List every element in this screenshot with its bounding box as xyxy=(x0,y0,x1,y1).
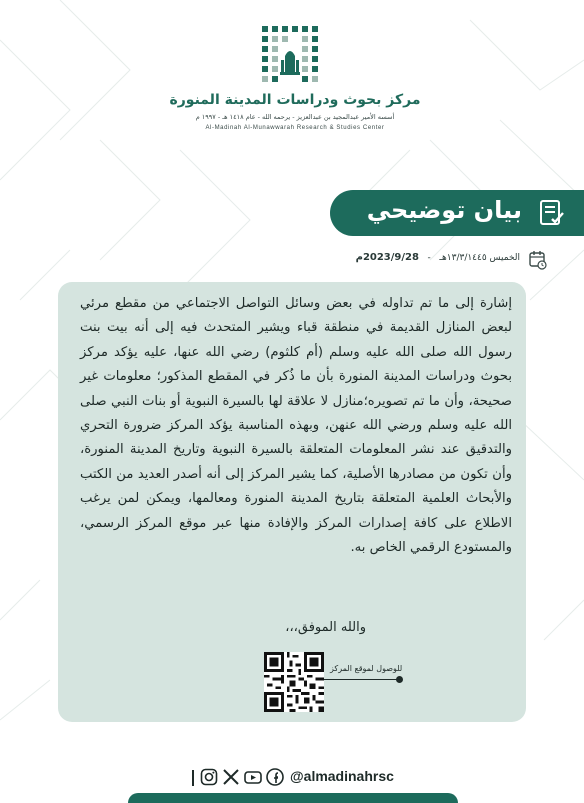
statement-closing: والله الموفق،،، xyxy=(285,620,366,635)
social-handle[interactable]: @almadinahrsc xyxy=(290,768,394,784)
org-name-english: Al-Madinah Al-Munawwarah Research & Studies Center xyxy=(205,125,385,131)
page-title: بيان توضيحي xyxy=(366,196,522,224)
instagram-icon[interactable] xyxy=(200,768,218,786)
social-divider xyxy=(192,770,194,786)
footer-bar xyxy=(128,793,458,803)
center-logo xyxy=(150,22,440,132)
website-qr-block xyxy=(258,652,418,718)
org-name-arabic: مركز بحوث ودراسات المدينة المنورة xyxy=(169,92,421,108)
statement-card xyxy=(58,282,526,722)
center-emblem-icon xyxy=(258,22,322,88)
footer xyxy=(0,760,584,800)
title-banner xyxy=(330,190,584,236)
youtube-icon[interactable] xyxy=(244,768,262,786)
document-check-icon xyxy=(536,198,566,228)
facebook-icon[interactable] xyxy=(266,768,284,786)
qr-code-icon[interactable] xyxy=(264,652,324,712)
qr-label: للوصول لموقع المركز xyxy=(330,664,403,673)
statement-date xyxy=(356,252,520,263)
qr-pointer-line xyxy=(324,679,398,680)
org-founder-line: أسسه الأمير عبدالمجيد بن عبدالعزيز - يرحمه الله - عام ١٤١٨ هـ - ١٩٩٧ م xyxy=(195,113,395,121)
calendar-clock-icon xyxy=(528,250,548,270)
date-gregorian: 2023/9/28م xyxy=(355,252,419,263)
statement-body: إشارة إلى ما تم تداوله في بعض وسائل التواصل الاجتماعي من مقطع مرئي لبعض المنازل القديمة في منطقة قباء ويشير المتحدث فيه إلى أنه بيت بنت رسول الله صلى الله عليه وسلم (أم كلثوم) رضي الله عنها، عليه يؤكد مركز بحوث ودراسات المدينة المنورة بأن ما ذُكر في المقطع المذكور؛ معلومات غير صحيحة، وأن ما تم تصويره؛منازل لا علاقة لها بالسيرة النبوية أو بنات النبي صلى الله عليه وسلم ورضي الله عنهن، وبهذه المناسبة يؤكد المركز ضرورة التحري والتدقيق عند نشر المعلومات المتعلقة بالسيرة النبوية وتاريخ المدينة المنورة، وأن تكون من مصادرها الأصلية، كما يشير المركز إلى أنه أصدر العديد من الكتب والأبحاث العلمية المتعلقة بتاريخ المدينة المنورة ومعالمها، ويمكن لمن يرغب الاطلاع على كافة إصدارات المركز والإفادة منها عبر موقع المركز الرسمي، والمستودع الرقمي الخاص به. xyxy=(80,296,512,556)
date-hijri: الخميس ١٣/٣/١٤٤٥هـ xyxy=(439,253,520,263)
qr-pointer-dot xyxy=(396,676,403,683)
date-row xyxy=(288,250,548,274)
date-separator: - xyxy=(427,253,431,263)
x-icon[interactable] xyxy=(222,768,240,786)
social-icons xyxy=(190,768,286,788)
